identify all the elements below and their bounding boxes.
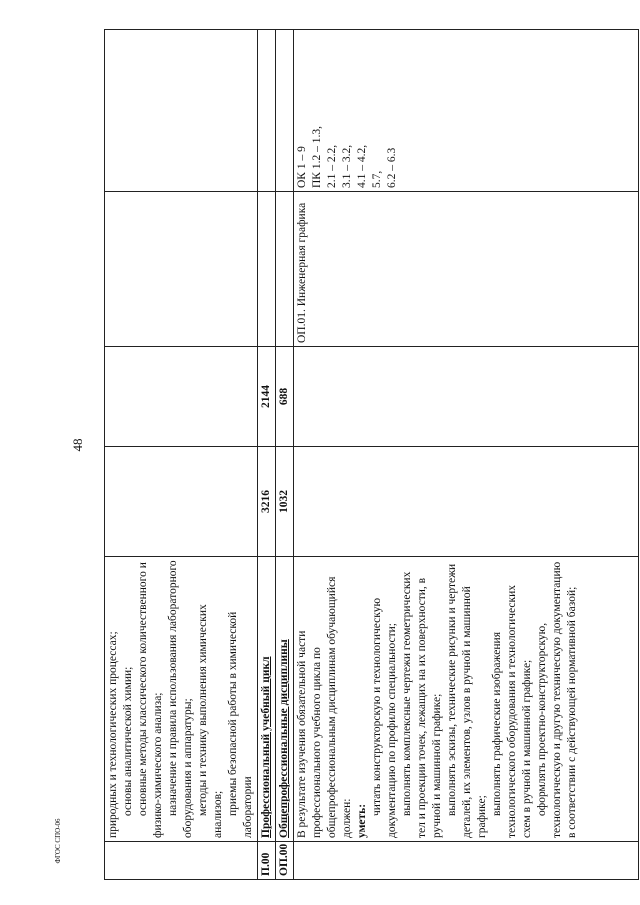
cell-max-load: 1032	[276, 447, 294, 557]
content-line: методы и технику выполнения химических анализов;	[197, 604, 224, 838]
cell-mandatory: 2144	[258, 347, 276, 447]
cell-index: П.00	[258, 842, 276, 880]
table-row	[276, 30, 294, 880]
section-title: Общепрофессиональные дисциплины	[278, 639, 290, 838]
content-line: назначение и правила использования лабораторного оборудования и аппаратуры;	[167, 560, 194, 838]
content-line: природных и технологических процессах;	[107, 631, 119, 838]
cell-content	[294, 557, 639, 842]
cell-index	[105, 842, 258, 880]
skill-item: выполнять графические изображения технологического оборудования и технологических схем в ручной и машинной графике;	[491, 585, 533, 838]
cell-discipline	[258, 192, 276, 347]
competence-item: ОК 1 – 9	[296, 146, 308, 188]
cell-index: ОП.00	[276, 842, 294, 880]
can-label: уметь:	[356, 803, 368, 838]
cell-content	[105, 557, 258, 842]
cell-mandatory	[294, 347, 639, 447]
cell-discipline	[276, 192, 294, 347]
page-number: 48	[70, 438, 85, 452]
content-line: основные методы классического количественного и физико-химического анализа;	[137, 562, 164, 838]
competence-item: 6.2 – 6.3	[386, 147, 398, 188]
cell-mandatory	[105, 347, 258, 447]
cell-index	[294, 842, 639, 880]
intro-text: В результате изучения обязательной части профессионального учебного цикла по общепрофессиональным дисциплинам обучающийся должен:	[296, 576, 353, 838]
rotated-page	[104, 30, 639, 880]
content-line: приемы безопасной работы в химической лаборатории	[227, 611, 254, 838]
cell-mandatory: 688	[276, 347, 294, 447]
cell-competences	[294, 30, 639, 192]
cell-content	[276, 557, 294, 842]
competence-item: 4.1 – 4.2,	[356, 144, 368, 188]
cell-content	[258, 557, 276, 842]
skill-item: выполнять комплексные чертежи геометрических тел и проекции точек, лежащих на их поверхности, в ручной и машинной графике;	[401, 571, 443, 838]
cell-competences	[105, 30, 258, 192]
cell-max-load	[105, 447, 258, 557]
section-title: Профессиональный учебный цикл	[260, 656, 272, 838]
content-line: основы аналитической химии;	[122, 666, 134, 816]
skill-item: оформлять проектно-конструкторскую, технологическую и другую техническую документацию в соответствии с действующей нормативной базой;	[536, 561, 578, 838]
footer-code: ФГОС СПО-06	[54, 818, 62, 864]
skill-item: читать конструкторскую и технологическую документацию по профилю специальности;	[371, 597, 398, 838]
cell-competences	[258, 30, 276, 192]
skill-item: выполнять эскизы, технические рисунки и чертежи деталей, их элементов, узлов в ручной и машинной графике;	[446, 563, 488, 838]
competence-item: 3.1 – 3.2,	[341, 144, 353, 188]
cell-discipline: ОП.01. Инженерная графика	[294, 192, 639, 347]
cell-max-load	[294, 447, 639, 557]
competence-item: ПК 1.2 – 1.3,	[311, 126, 323, 188]
competence-item: 2.1 – 2.2,	[326, 144, 338, 188]
cell-max-load: 3216	[258, 447, 276, 557]
competence-item: 5.7,	[371, 170, 383, 188]
table-row	[105, 30, 258, 880]
table-row	[258, 30, 276, 880]
cell-discipline	[105, 192, 258, 347]
curriculum-table	[104, 29, 639, 880]
table-row	[294, 30, 639, 880]
cell-competences	[276, 30, 294, 192]
